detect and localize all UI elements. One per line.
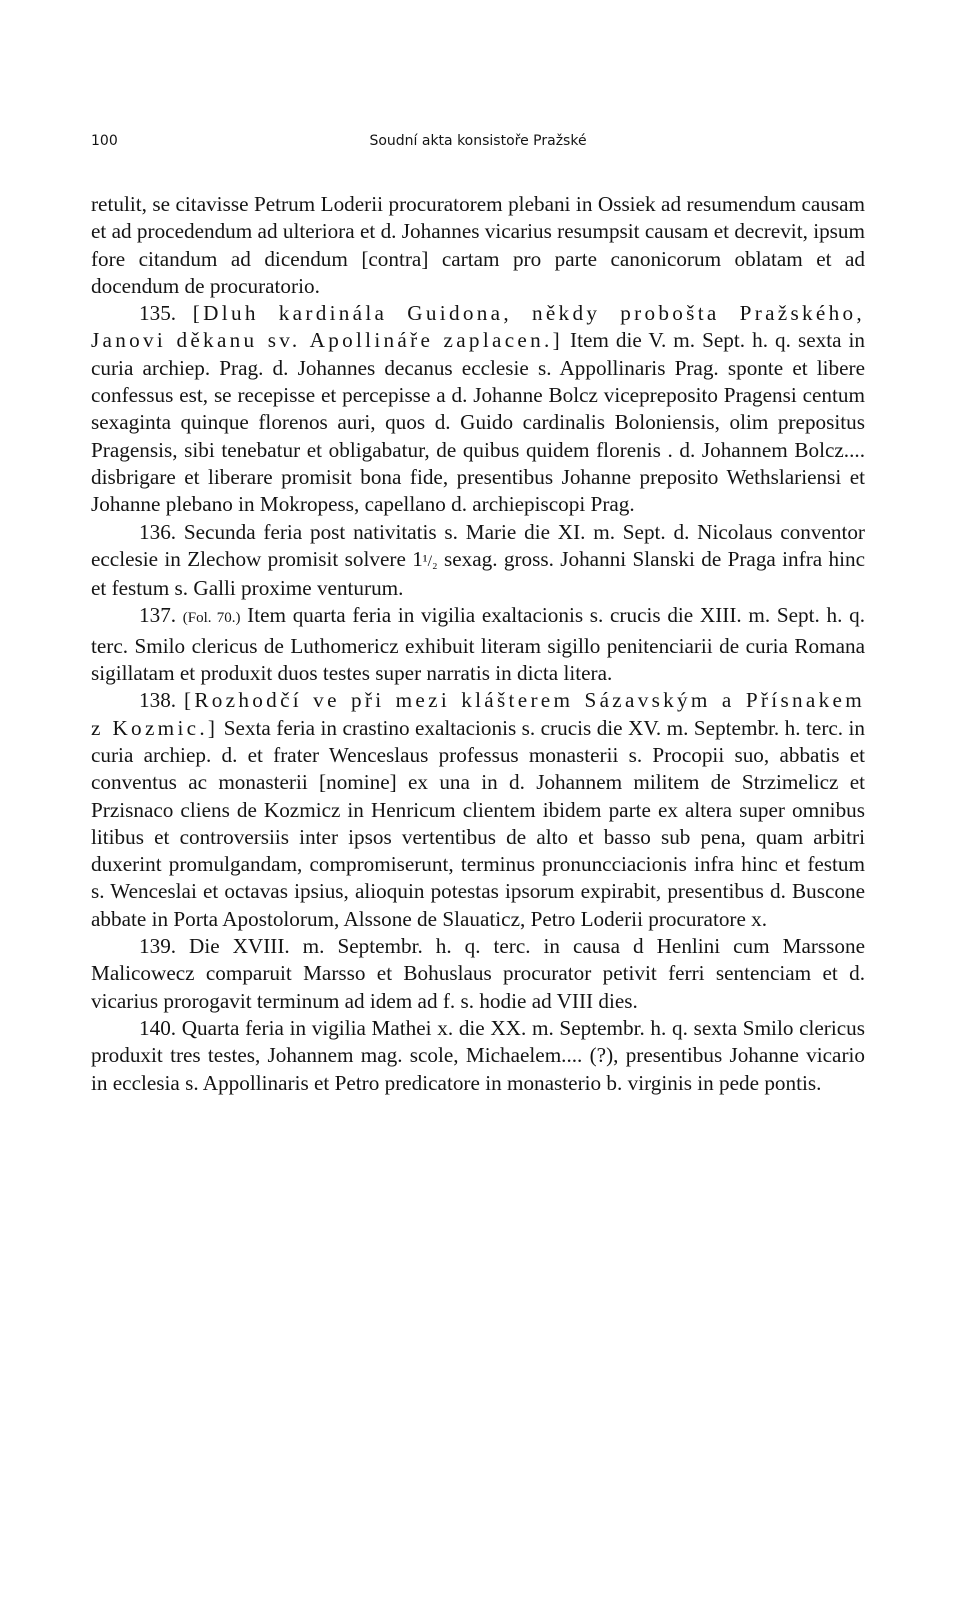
heading-spaced-text: [Rozhodčí ve při mezi klášterem Sázavským a Přísnakem z Kozmic.] bbox=[91, 688, 865, 740]
text-run: 135. bbox=[139, 301, 193, 326]
paragraph bbox=[91, 1015, 865, 1097]
running-title: Soudní akta konsistoře Pražské bbox=[369, 133, 587, 149]
page-header bbox=[91, 127, 865, 161]
fraction: ¹/₂ bbox=[422, 552, 438, 570]
text-run: Sexta feria in crastino exaltacionis s. crucis die XV. m. Septembr. h. terc. in curia archiep. d. et frater Wenceslaus professus monasterii s. Procopii suo, abbatis et conventus ac monasterii [nomine] ex una in d. Johannem militem de Strzimelicz et Przisnaco cliens de Kozmicz in Henricum clientem ibidem parte ex altera super omnibus litibus et controversiis inter ipsos vertentibus de alto et basso sub pena, quam arbitri duxerint promulgandam, compromiserunt, terminus pronuncciacionis infra hinc et festum s. Wenceslai et octavas ipsius, alioquin potestas ipsorum expirabit, presentibus d. Buscone abbate in Porta Apostolorum, Alssone de Slauaticz, Petro Loderii procuratore x. bbox=[91, 715, 866, 931]
text-run: Item quarta feria in vigilia exaltacionis s. crucis die XIII. m. Sept. h. q. terc. Smilo clericus de Luthomericz exhibuit literam sigillo penitenciarii de curia Romana sigillatam et produxit duos testes super narratis in dicta litera. bbox=[91, 603, 866, 686]
page-number: 100 bbox=[91, 133, 118, 149]
text-run: retulit, se citavisse Petrum Loderii procuratorem plebani in Ossiek ad resumendum causam et ad procedendum ad ulteriora et d. Johannes vicarius resumpsit causam et decrevit, ipsum fore citandum ad dicendum [contra] cartam pro parte canonicorum oblatam et ad docendum de procuratorio. bbox=[91, 192, 865, 298]
text-run: 136. Secunda feria post nativitatis s. Marie die XI. m. Sept. d. Nicolaus conventor ecclesie in Zlechow promisit solvere 1 bbox=[91, 519, 865, 571]
paragraph bbox=[91, 602, 865, 687]
text-run: 137. bbox=[139, 603, 183, 628]
text-run: sexag. gross. Johanni Slanski de Praga infra hinc et festum s. Galli proxime venturum. bbox=[91, 546, 865, 601]
paragraph bbox=[91, 191, 865, 300]
heading-spaced-text: [Dluh kardinála Guidona, někdy probošta Pražského, Janovi děkanu sv. Apollináře zaplacen.] bbox=[91, 301, 866, 353]
paragraph bbox=[91, 300, 865, 518]
paragraph bbox=[91, 687, 865, 933]
text-run: 138. bbox=[139, 688, 184, 713]
text-run: 139. Die XVIII. m. Septembr. h. q. terc. in causa d Henlini cum Marssone Malicowecz comparuit Marsso et Bohuslaus procurator petivit ferri sentenciam et d. vicarius prorogavit terminum ad idem ad f. s. hodie ad VIII dies. bbox=[91, 934, 865, 1013]
document-page bbox=[91, 127, 865, 1097]
text-run: 140. Quarta feria in vigilia Mathei x. die XX. m. Septembr. h. q. sexta Smilo clericus produxit tres testes, Johannem mag. scole, Michaelem.... (?), presentibus Johanne vicario in ecclesia s. Appollinaris et Petro predicatore in monasterio b. virginis in pede pontis. bbox=[91, 1015, 865, 1095]
text-run: Item die V. m. Sept. h. q. sexta in curia archiep. Prag. d. Johannes decanus ecclesie s. Appollinaris Prag. sponte et libere confessus est, se recepisse et percepisse a d. Johanne Bolcz vicepreposito Pragensi centum sexaginta quinque florenos auri, quos d. Guido cardinalis Boloniensis, olim prepositus Pragensis, sibi tenebatur et obligabatur, de quibus quidem florenis . d. Johannem Bolcz.... disbrigare et liberare promisit bona fide, presentibus Johanne preposito Wethslariensi et Johanne plebano in Mokropess, capellano d. archiepiscopi Prag. bbox=[91, 328, 866, 517]
paragraph bbox=[91, 519, 865, 603]
body-text bbox=[91, 191, 865, 1097]
paragraph bbox=[91, 933, 865, 1015]
folio-note: (Fol. 70.) bbox=[182, 610, 241, 627]
